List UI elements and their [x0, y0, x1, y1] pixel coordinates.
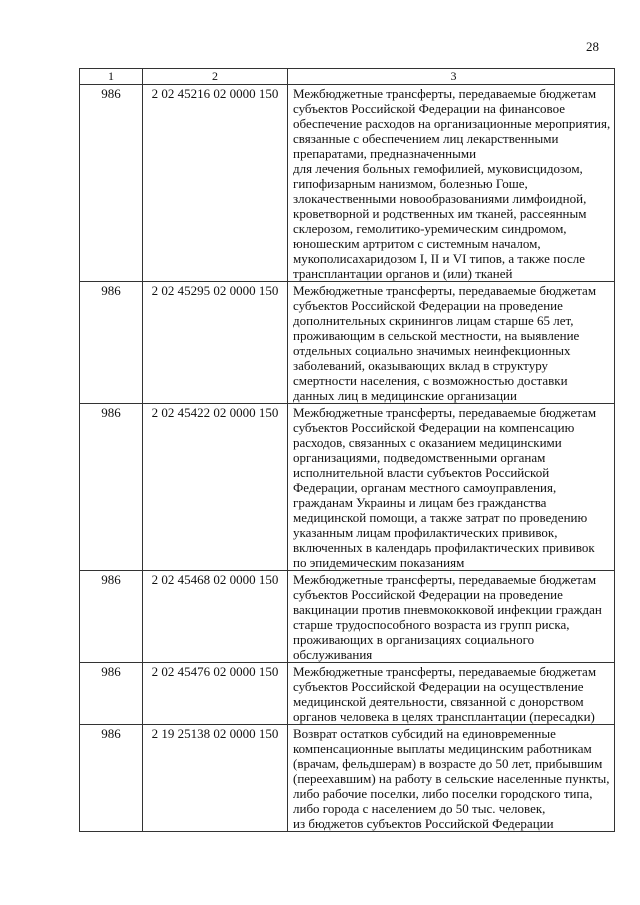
- kbk-code-cell: 2 02 45422 02 0000 150: [143, 404, 288, 571]
- column-header-3: 3: [288, 69, 615, 85]
- description-line: отдельных социально значимых неинфекционных: [293, 343, 571, 358]
- description-line: склерозом, гемолитико-уремическим синдромом,: [293, 221, 567, 236]
- budget-codes-table: [79, 68, 615, 832]
- description-line: гражданам Украины и лицам без гражданства: [293, 495, 547, 510]
- page-number: 28: [586, 39, 599, 54]
- description-line: Межбюджетные трансферты, передаваемые бюджетам: [293, 405, 597, 420]
- description-line: Федерации, органам местного самоуправления,: [293, 480, 557, 495]
- description-line: указанным лицам профилактических прививок,: [293, 525, 558, 540]
- admin-code-cell: 986: [80, 85, 143, 282]
- description-line: субъектов Российской Федерации на проведение: [293, 587, 563, 602]
- description-cell: [288, 85, 615, 282]
- description-line: по эпидемическим показаниям: [293, 555, 465, 570]
- admin-code-cell: 986: [80, 404, 143, 571]
- description-line: препаратами, предназначенными: [293, 146, 477, 161]
- description-line: проживающим в сельской местности, на выявление: [293, 328, 580, 343]
- table-row: [80, 725, 615, 832]
- description-line: расходов, связанных с оказанием медицинскими: [293, 435, 562, 450]
- description-line: проживающих в организациях социального: [293, 632, 535, 647]
- description-line: обеспечение расходов на организационные мероприятия,: [293, 116, 611, 131]
- description-cell: [288, 663, 615, 725]
- admin-code-cell: 986: [80, 663, 143, 725]
- description-line: организациями, подведомственными органам: [293, 450, 546, 465]
- description-line: дополнительных скринингов лицам старше 65 лет,: [293, 313, 574, 328]
- description-line: юношеским артритом с системным началом,: [293, 236, 541, 251]
- description-line: обслуживания: [293, 647, 373, 662]
- description-cell: [288, 282, 615, 404]
- description-line: субъектов Российской Федерации на финансовое: [293, 101, 566, 116]
- description-line: либо рабочие поселки, либо поселки городского типа,: [293, 786, 593, 801]
- table-row: [80, 282, 615, 404]
- description-line: связанные с обеспечением лиц лекарственными: [293, 131, 559, 146]
- admin-code-cell: 986: [80, 725, 143, 832]
- description-line: старше трудоспособного возраста из групп риска,: [293, 617, 570, 632]
- description-line: трансплантации органов и (или) тканей: [293, 266, 513, 281]
- description-line: медицинской деятельности, связанной с донорством: [293, 694, 584, 709]
- description-line: Межбюджетные трансферты, передаваемые бюджетам: [293, 86, 597, 101]
- kbk-code-cell: 2 02 45295 02 0000 150: [143, 282, 288, 404]
- description-line: мукополисахаридозом I, II и VI типов, а также после: [293, 251, 585, 266]
- description-line: Возврат остатков субсидий на единовременные: [293, 726, 556, 741]
- description-cell: [288, 404, 615, 571]
- table-row: [80, 663, 615, 725]
- description-line: кроветворной и родственных им тканей, рассеянным: [293, 206, 587, 221]
- column-header-2: 2: [143, 69, 288, 85]
- description-line: (врачам, фельдшерам) в возрасте до 50 лет, прибывшим: [293, 756, 603, 771]
- description-line: Межбюджетные трансферты, передаваемые бюджетам: [293, 572, 597, 587]
- table-row: [80, 404, 615, 571]
- description-line: Межбюджетные трансферты, передаваемые бюджетам: [293, 283, 597, 298]
- description-line: Межбюджетные трансферты, передаваемые бюджетам: [293, 664, 597, 679]
- description-line: медицинской помощи, а также затрат по проведению: [293, 510, 588, 525]
- description-line: субъектов Российской Федерации на компенсацию: [293, 420, 575, 435]
- description-line: заболеваний, оказывающих вклад в структуру: [293, 358, 549, 373]
- description-line: для лечения больных гемофилией, муковисцидозом,: [293, 161, 583, 176]
- admin-code-cell: 986: [80, 571, 143, 663]
- description-line: гипофизарным нанизмом, болезнью Гоше,: [293, 176, 528, 191]
- description-line: злокачественными новообразованиями лимфоидной,: [293, 191, 587, 206]
- description-cell: [288, 571, 615, 663]
- description-line: либо города с населением до 50 тыс. человек,: [293, 801, 546, 816]
- description-line: смертности населения, с возможностью доставки: [293, 373, 568, 388]
- description-line: компенсационные выплаты медицинским работникам: [293, 741, 592, 756]
- kbk-code-cell: 2 19 25138 02 0000 150: [143, 725, 288, 832]
- description-line: субъектов Российской Федерации на осуществление: [293, 679, 584, 694]
- description-line: вакцинации против пневмококковой инфекции граждан: [293, 602, 602, 617]
- kbk-code-cell: 2 02 45476 02 0000 150: [143, 663, 288, 725]
- kbk-code-cell: 2 02 45216 02 0000 150: [143, 85, 288, 282]
- description-line: субъектов Российской Федерации на проведение: [293, 298, 563, 313]
- table-row: [80, 85, 615, 282]
- table-header-row: [80, 69, 615, 85]
- description-line: органов человека в целях трансплантации (пересадки): [293, 709, 595, 724]
- column-header-1: 1: [80, 69, 143, 85]
- kbk-code-cell: 2 02 45468 02 0000 150: [143, 571, 288, 663]
- table-row: [80, 571, 615, 663]
- description-line: (переехавшим) на работу в сельские населенные пункты,: [293, 771, 610, 786]
- description-cell: [288, 725, 615, 832]
- description-line: включенных в календарь профилактических прививок: [293, 540, 595, 555]
- description-line: исполнительной власти субъектов Российской: [293, 465, 550, 480]
- description-line: из бюджетов субъектов Российской Федерации: [293, 816, 554, 831]
- description-line: данных лиц в медицинские организации: [293, 388, 517, 403]
- admin-code-cell: 986: [80, 282, 143, 404]
